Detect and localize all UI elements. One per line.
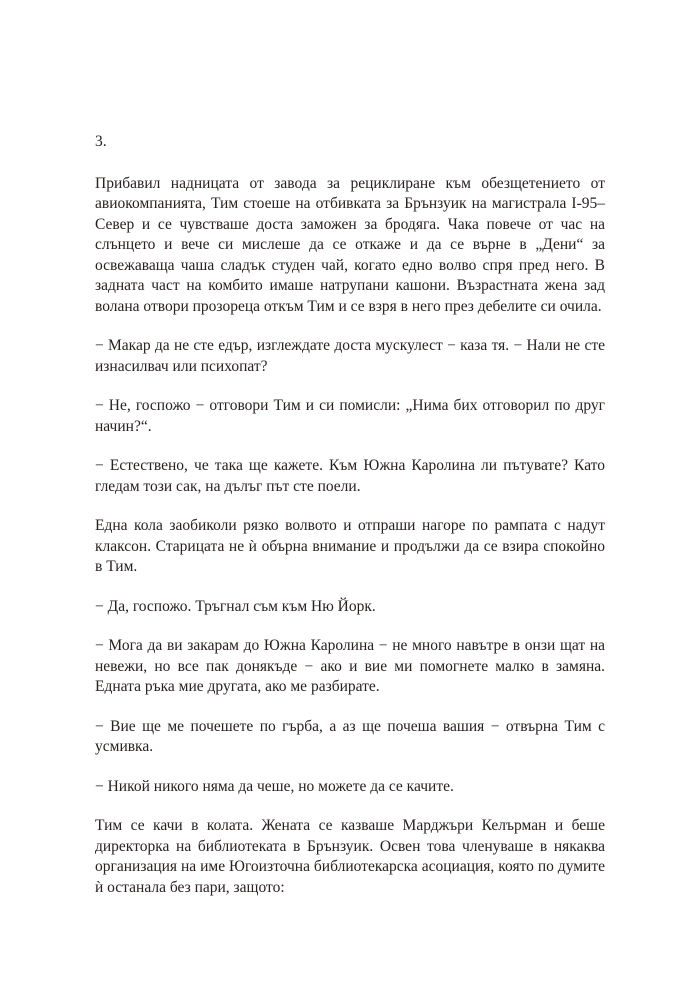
paragraph-2: − Макар да не сте едър, изглеждате доста мускулест − каза тя. − Нали не сте изнасилвач или психопат? [95, 337, 605, 375]
paragraph-10: Тим се качи в колата. Жената се казваше Марджъри Келърман и беше директорка на библиотеката в Брънзуик. Освен това членуваше в някаква организация на име Югоизточна библиотекарска асоциация, която по думите ѝ останала без пари, защото: [95, 817, 605, 896]
paragraph-3: − Не, госпожо − отговори Тим и си помисли: „Нима бих отговорил по друг начин?“. [95, 397, 605, 435]
chapter-number: 3. [95, 133, 107, 150]
paragraph-9: − Никой никого няма да чеше, но можете да се качите. [95, 777, 454, 795]
paragraph-8: − Вие ще ме почешете по гърба, а аз ще почеша вашия − отвърна Тим с усмивка. [95, 717, 605, 755]
paragraph-6: − Да, госпожо. Тръгнал съм към Ню Йорк. [95, 597, 376, 615]
paragraph-5: Една кола заобиколи рязко волвото и отпраши нагоре по рампата с надут клаксон. Старицата не ѝ обърна внимание и продължи да се взира спокойно в Тим. [95, 517, 605, 575]
paragraph-7: − Мога да ви закарам до Южна Каролина − не много навътре в онзи щат на невежи, но все пак донякъде − ако и вие ми помогнете малко в замяна. Едната ръка мие другата, ако ме разбирате. [95, 637, 605, 695]
paragraph-4: − Естествено, че така ще кажете. Към Южна Каролина ли пътувате? Като гледам този сак, на дълъг път сте поели. [95, 457, 605, 495]
paragraph-1: Прибавил надницата от завода за рециклиране към обезщетението от авиокомпанията, Тим стоеше на отбивката за Брънзуик на магистрала I-95–Север и се чувстваше доста заможен за бродяга. Чака повече от час на слънцето и вече си мислеше да се откаже и да се върне в „Дени“ за освежаваща чаша сладък студен чай, когато едно волво спря пред него. В задната част на комбито имаше натрупани кашони. Възрастната жена зад волана отвори прозореца откъм Тим и се взря в него през дебелите си очила. [95, 174, 605, 315]
page-text [95, 132, 605, 917]
